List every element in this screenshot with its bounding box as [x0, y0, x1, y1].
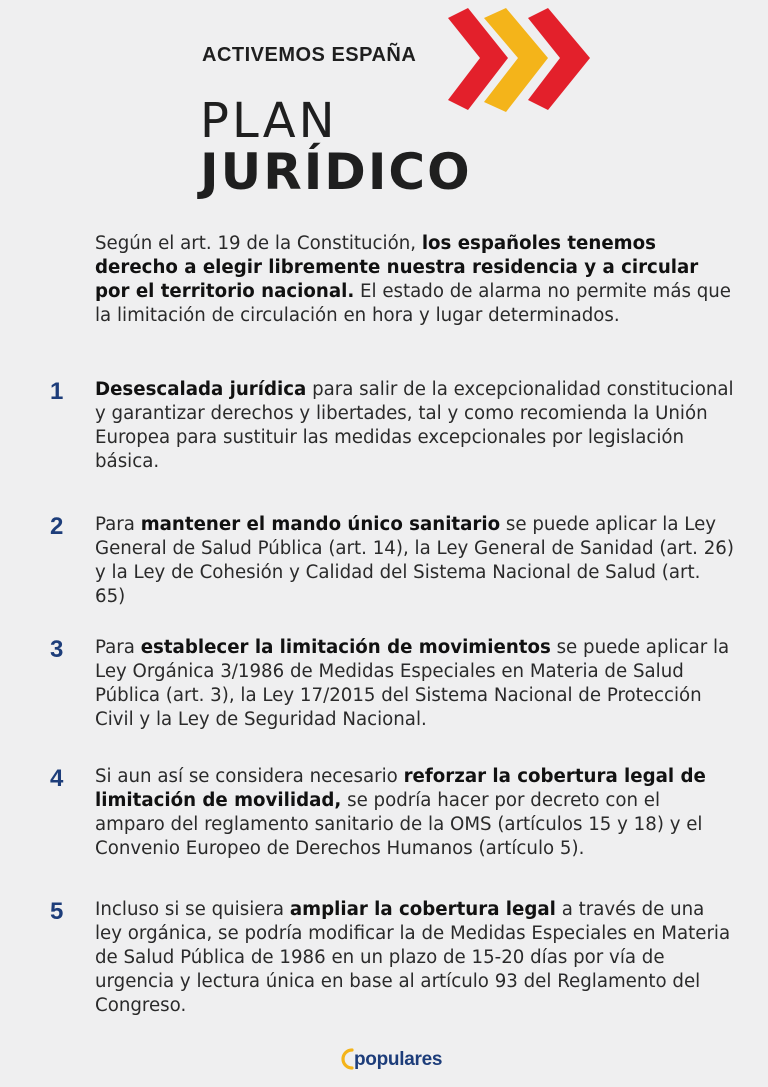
item-text-bold: Desescalada jurídica [95, 379, 307, 400]
item-text [95, 636, 735, 732]
item-text-bold: ampliar la cobertura legal [289, 899, 556, 920]
item-text [95, 898, 735, 1018]
page-title-light: PLAN [200, 93, 338, 149]
item-text-bold: reforzar la cobertura legal de limitación de movilidad, [95, 766, 706, 811]
item-text-pre: Para [95, 514, 141, 535]
page-title-bold: JURÍDICO [200, 143, 472, 201]
item-text-pre: Si aun así se considera necesario [95, 766, 404, 787]
item-text-pre: Incluso si se quisiera [95, 899, 290, 920]
item-number: 4 [50, 765, 64, 792]
item-text-post: se puede aplicar la Ley General de Salud Pública (art. 14), la Ley General de Sanidad (art. 26) y la Ley de Cohesión y Calidad del Sistema Nacional de Salud (art. 65) [95, 514, 734, 607]
intro-text-bold: los españoles tenemos derecho a elegir libremente nuestra residencia y a circular por el territorio nacional. [95, 233, 699, 302]
item-number: 1 [50, 378, 64, 405]
logo-arc-icon [340, 1046, 354, 1072]
item-text-post: se podría hacer por decreto con el amparo del reglamento sanitario de la OMS (artículos 15 y 18) y el Convenio Europeo de Derechos Humanos (artículo 5). [95, 790, 703, 859]
item-number: 3 [50, 636, 64, 663]
item-text [95, 513, 735, 609]
logo-text: populares [354, 1049, 443, 1070]
intro-text-post: El estado de alarma no permite más que la limitación de circulación en hora y lugar determinados. [95, 281, 731, 326]
item-text-post: a través de una ley orgánica, se podría modificar la de Medidas Especiales en Materia de Salud Pública de 1986 en un plazo de 15-20 días por vía de urgencia y lectura única en base al artículo 93 del Reglamento del Congreso. [95, 899, 731, 1016]
item-text [95, 765, 735, 861]
item-text-post: se puede aplicar la Ley Orgánica 3/1986 de Medidas Especiales en Materia de Salud Pública (art. 3), la Ley 17/2015 del Sistema Nacional de Protección Civil y la Ley de Seguridad Nacional. [95, 637, 730, 730]
item-text-pre: Para [95, 637, 141, 658]
populares-logo [340, 1046, 460, 1076]
item-text-bold: establecer la limitación de movimientos [140, 637, 551, 658]
item-number: 5 [50, 898, 64, 925]
item-number: 2 [50, 513, 64, 540]
item-text-bold: mantener el mando único sanitario [140, 514, 501, 535]
item-text [95, 378, 735, 474]
intro-text-pre: Según el art. 19 de la Constitución, [95, 233, 422, 254]
header-kicker: ACTIVEMOS ESPAÑA [202, 44, 417, 66]
item-text-post: para salir de la excepcionalidad constitucional y garantizar derechos y libertades, tal y como recomienda la Unión Europea para sustituir las medidas excepcionales por legislación básica. [95, 379, 734, 472]
chevron-arrows-logo [444, 8, 594, 112]
intro-paragraph [95, 232, 735, 328]
